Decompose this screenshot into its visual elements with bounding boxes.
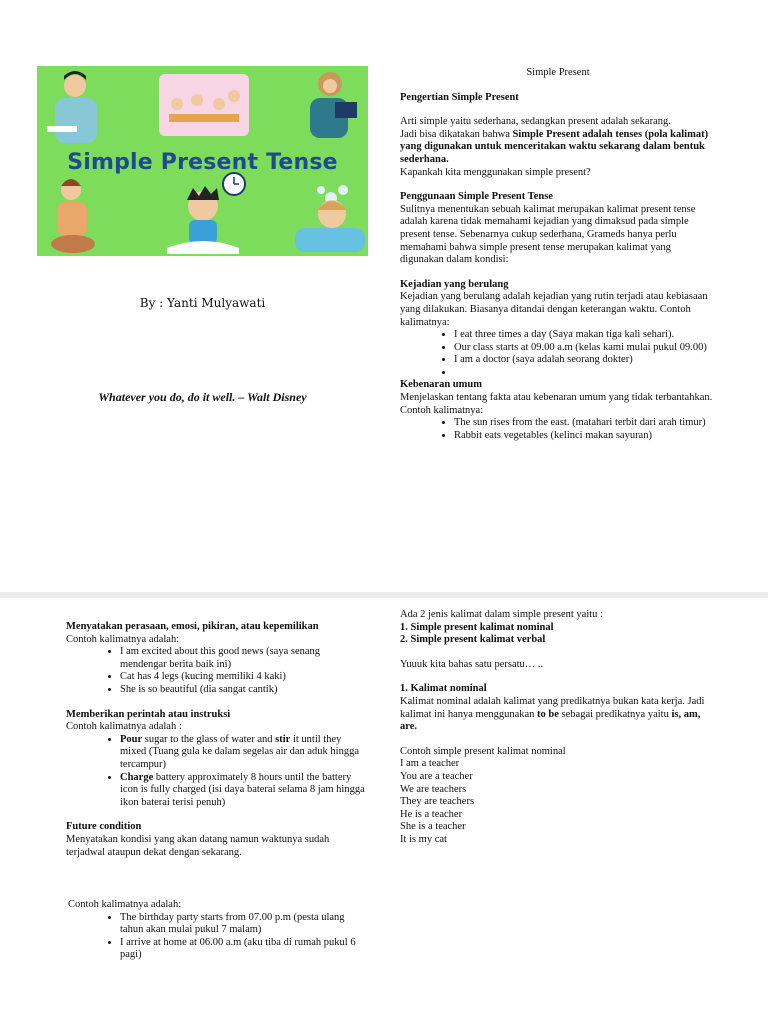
- kejadian-list: [400, 329, 716, 379]
- future-list: [66, 912, 366, 962]
- perintah-paragraph: Contoh kalimatnya adalah :: [66, 721, 182, 733]
- list-item: • Rabbit eats vegetables (kelinci makan sayuran): [454, 430, 716, 443]
- contoh-nominal-heading: Contoh simple present kalimat nominal: [400, 745, 566, 757]
- list-item: • Charge battery approximately 8 hours until the battery icon is fully charged (isi daya baterai selama 8 jam hingga ikon baterai terisi penuh): [120, 772, 366, 810]
- example-line: They are teachers: [400, 796, 475, 808]
- jenis-paragraph: Ada 2 jenis kalimat dalam simple present yaitu :: [400, 609, 603, 620]
- list-item: • She is so beautiful (dia sangat cantik): [120, 684, 366, 697]
- list-item: • The birthday party starts from 07.00 p.m (pesta ulang tahun akan mulai pukul 7 malam): [120, 912, 366, 937]
- kejadian-paragraph: Kejadian yang berulang adalah kejadian yang rutin terjadi atau kebiasaan yang dilakukan. Biasanya ditandai dengan keterangan waktu. Contoh kalimatnya:: [400, 291, 708, 328]
- nominal-heading: 1. Kalimat nominal: [400, 683, 487, 695]
- list-item: • Pour sugar to the glass of water and stir it until they mixed (Tuang gula ke dalam segelas air dan aduk hingga tercampur): [120, 734, 366, 772]
- perintah-heading: Memberikan perintah atau instruksi: [66, 708, 231, 720]
- document-page-2: [0, 598, 768, 1024]
- kejadian-heading: Kejadian yang berulang: [400, 278, 509, 290]
- example-line: She is a teacher: [400, 821, 466, 833]
- penggunaan-paragraph: Sulitnya menentukan sebuah kalimat merupakan kalimat present tense adalah karena tidak memahami kejadian yang dimaksud pada simple present tense. Sebenarnya cukup sederhana, Grameds hanya perlu memahami bahwa simple present tense merupakan kalimat yang digunakan dalam kondisi:: [400, 203, 696, 266]
- cover-title: Simple Present Tense: [67, 150, 338, 175]
- kebenaran-list: [400, 417, 716, 442]
- list-item: [454, 367, 716, 380]
- list-item: 1. Simple present kalimat nominal: [400, 621, 554, 633]
- list-item: • Our class starts at 09.00 a.m (kelas kami mulai pukul 09.00): [454, 342, 716, 355]
- perintah-list: [66, 734, 366, 810]
- list-item: • The sun rises from the east. (matahari terbit dari arah timur): [454, 417, 716, 430]
- example-line: It is my cat: [400, 833, 447, 845]
- future-paragraph: Menyatakan kondisi yang akan datang namun waktunya sudah terjadwal ataupun dekat dengan sekarang.: [66, 833, 330, 858]
- perasaan-list: [66, 646, 366, 696]
- left-column-page-2: [66, 621, 366, 962]
- right-column-page-2: [400, 609, 706, 847]
- example-line: He is a teacher: [400, 808, 463, 820]
- right-column-page-1: [400, 67, 716, 442]
- pengertian-paragraph-3: Kapankah kita menggunakan simple present?: [400, 166, 591, 178]
- kebenaran-paragraph: Menjelaskan tentang fakta atau kebenaran umum yang tidak terbantahkan. Contoh kalimatnya:: [400, 392, 713, 416]
- list-item: • I am a doctor (saya adalah seorang dokter): [454, 354, 716, 367]
- example-line: You are a teacher: [400, 770, 473, 782]
- cover-illustration: [37, 66, 368, 256]
- yuuuk-text: Yuuuk kita bahas satu persatu… ..: [400, 658, 544, 670]
- example-line: We are teachers: [400, 783, 467, 795]
- author-line: By : Yanti Mulyawati: [139, 296, 266, 310]
- example-line: I am a teacher: [400, 758, 460, 770]
- list-item: • Cat has 4 legs (kucing memiliki 4 kaki): [120, 671, 366, 684]
- list-item: 2. Simple present kalimat verbal: [400, 634, 546, 646]
- quote-line: Whatever you do, do it well. – Walt Disney: [98, 390, 307, 404]
- pengertian-paragraph-1: Arti simple yaitu sederhana, sedangkan present adalah sekarang.: [400, 116, 671, 128]
- list-item: • I eat three times a day (Saya makan tiga kali sehari).: [454, 329, 716, 342]
- pengertian-paragraph-2: Jadi bisa dikatakan bahwa Simple Present adalah tenses (pola kalimat) yang digunakan untuk menceritakan waktu sekarang dalam bentuk sederhana.: [400, 128, 709, 165]
- future-heading: Future condition: [66, 821, 142, 833]
- list-item: • I am excited about this good news (saya senang mendengar berita baik ini): [120, 646, 366, 671]
- perasaan-heading: Menyatakan perasaan, emosi, pikiran, atau kepemilikan: [66, 621, 319, 632]
- nominal-paragraph: Kalimat nominal adalah kalimat yang predikatnya bukan kata kerja. Jadi kalimat ini hanya menggunakan to be sebagai predikatnya yaitu is, am, are.: [400, 695, 705, 733]
- penggunaan-heading: Penggunaan Simple Present Tense: [400, 191, 553, 203]
- jenis-list: [400, 622, 706, 647]
- doc-title: Simple Present: [526, 67, 590, 78]
- pengertian-heading: Pengertian Simple Present: [400, 91, 519, 103]
- perasaan-paragraph: Contoh kalimatnya adalah:: [66, 633, 180, 645]
- kebenaran-heading: Kebenaran umum: [400, 379, 482, 391]
- future-contoh: Contoh kalimatnya adalah:: [68, 899, 182, 911]
- list-item: • I arrive at home at 06.00 a.m (aku tiba di rumah pukul 6 pagi): [120, 937, 366, 962]
